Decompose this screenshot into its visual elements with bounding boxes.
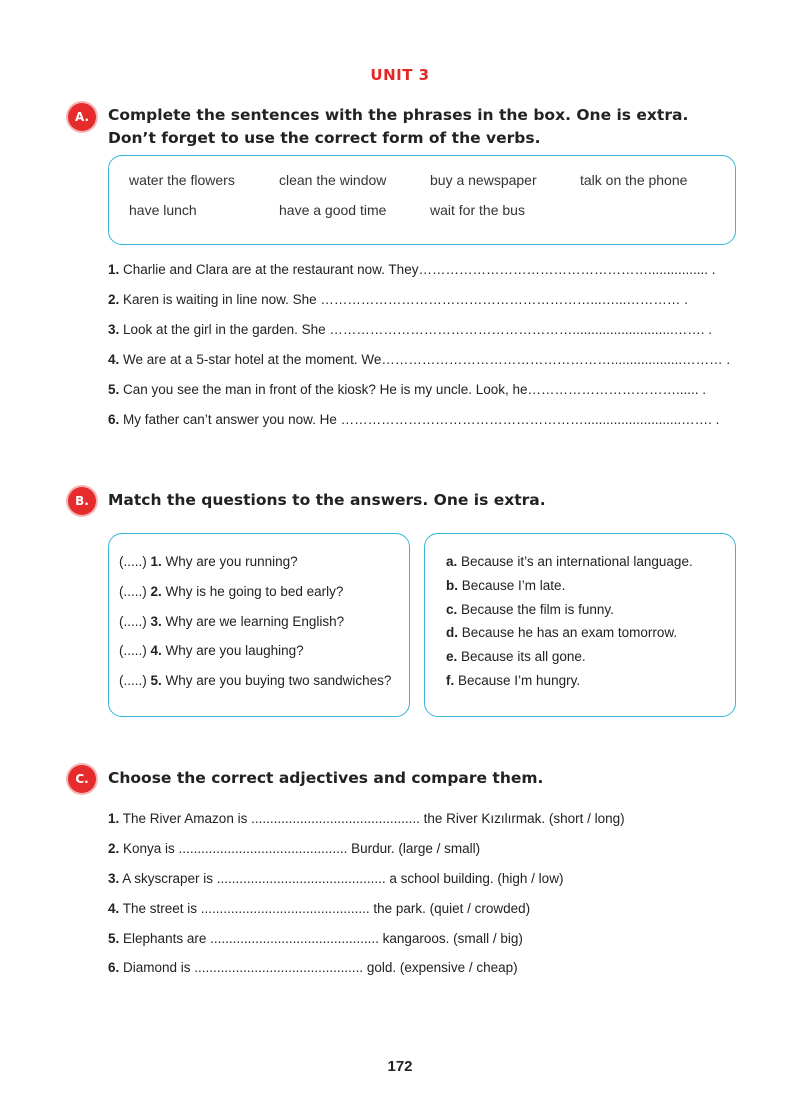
sentence-a-3: 3. Look at the girl in the garden. She ………………………………………………...........................……. . [108,322,712,337]
phrase-item: water the flowers [129,172,235,188]
section-a-badge: A. [68,103,96,131]
section-a-title: Complete the sentences with the phrases in the box. One is extra. Don’t forget to use the correct form of the verbs. [108,106,689,147]
answer-e: e. Because its all gone. [446,649,586,664]
question-3: (.....) 3. Why are we learning English? [119,614,345,629]
sentence-a-2: 2. Karen is waiting in line now. She ……………………………………………………...…...………… . [108,292,688,307]
section-b-title: Match the questions to the answers. One is extra. [108,491,546,509]
answer-d: d. Because he has an exam tomorrow. [446,625,678,640]
sentence-a-5: 5. Can you see the man in front of the kiosk? He is my uncle. Look, he……………………………...... . [108,382,707,397]
unit-title: UNIT 3 [370,66,430,84]
sentence-a-4: 4. We are at a 5-star hotel at the moment. We……………………………………………...................……… . [108,352,731,367]
phrase-item: buy a newspaper [430,172,537,188]
question-4: (.....) 4. Why are you laughing? [119,643,304,658]
answer-f: f. Because I’m hungry. [446,673,581,688]
answer-a: a. Because it’s an international language. [446,554,693,569]
question-2: (.....) 2. Why is he going to bed early? [119,584,344,599]
section-b-badge: B. [68,487,96,515]
sentence-c-4: 4. The street is ............................................. the park. (quiet / crowded) [108,901,531,916]
sentence-c-2: 2. Konya is ............................................. Burdur. (large / small) [108,841,481,856]
answer-c: c. Because the film is funny. [446,602,614,617]
sentence-c-1: 1. The River Amazon is ............................................. the River Kızılırmak. (short / long) [108,811,625,826]
section-c-title: Choose the correct adjectives and compare them. [108,769,544,787]
question-1: (.....) 1. Why are you running? [119,554,298,569]
phrase-item: have lunch [129,202,197,218]
page-number: 172 [387,1058,413,1075]
sentence-c-3: 3. A skyscraper is ............................................. a school building. (high / low) [108,871,564,886]
sentence-a-6: 6. My father can’t answer you now. He ………………………………………………..........................……. . [108,412,720,427]
phrase-item: wait for the bus [430,202,525,218]
answers-box [424,533,736,717]
question-5: (.....) 5. Why are you buying two sandwiches? [119,673,392,688]
questions-box [108,533,410,717]
sentence-c-5: 5. Elephants are ............................................. kangaroos. (small / big) [108,931,523,946]
answer-b: b. Because I’m late. [446,578,566,593]
section-c-badge: C. [68,765,96,793]
sentence-a-1: 1. Charlie and Clara are at the restaurant now. They……………………………………………................ . [108,262,716,277]
phrase-item: talk on the phone [580,172,688,188]
phrase-box [108,155,736,245]
phrase-item: clean the window [279,172,387,188]
phrase-item: have a good time [279,202,387,218]
sentence-c-6: 6. Diamond is ............................................. gold. (expensive / cheap) [108,960,518,975]
